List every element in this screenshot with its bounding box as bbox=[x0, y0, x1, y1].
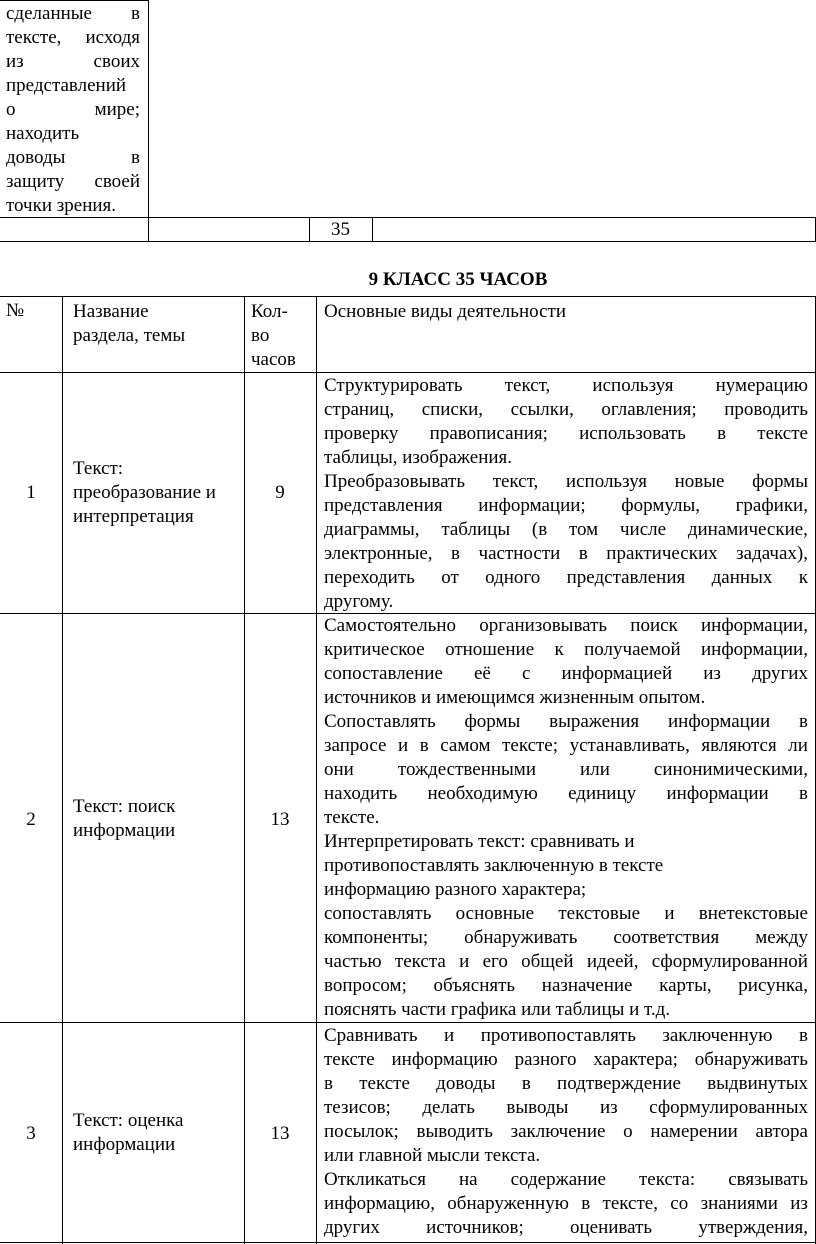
text-line: из своих bbox=[6, 51, 140, 72]
activity-line: сопоставлять основные текстовые и внетекстовые bbox=[324, 903, 808, 924]
row-name-line: интерпретация bbox=[73, 506, 194, 527]
activity-line: источников и имеющимся жизненным опытом. bbox=[324, 687, 706, 708]
text-line: о мире; bbox=[6, 99, 140, 120]
header-hours-line: во bbox=[251, 325, 270, 346]
row-name bbox=[73, 457, 241, 529]
table-col-border bbox=[62, 296, 63, 1244]
row-name bbox=[73, 1109, 241, 1157]
header-hours bbox=[251, 300, 296, 372]
row-name-line: информации bbox=[73, 820, 176, 841]
prev-table-bottom-border bbox=[0, 241, 816, 242]
table-row-border bbox=[0, 1022, 816, 1023]
activity-line: противопоставлять заключенную в тексте bbox=[324, 855, 664, 876]
activity-line: Сравнивать и противопоставлять заключенную в bbox=[324, 1025, 808, 1046]
table-col-border bbox=[316, 296, 317, 1244]
activity-line: Самостоятельно организовывать поиск информации, bbox=[324, 615, 808, 636]
activity-line: информацию, обнаруженную в тексте, со знаниями из bbox=[324, 1193, 808, 1214]
activity-line: электронные, в частности в практических задачах), bbox=[324, 543, 808, 564]
row-num: 1 bbox=[26, 482, 36, 503]
row-hours: 9 bbox=[275, 482, 285, 503]
activity-line: страниц, списки, ссылки, оглавления; проводить bbox=[324, 399, 808, 420]
activity-line: тезисов; делать выводы из сформулированных bbox=[324, 1097, 808, 1118]
activity-line: в тексте доводы в подтверждение выдвинутых bbox=[324, 1073, 808, 1094]
header-name-line: Название bbox=[73, 301, 149, 322]
text-line: доводы в bbox=[6, 147, 140, 168]
row-activities bbox=[324, 374, 808, 614]
header-name-line: раздела, темы bbox=[73, 325, 186, 346]
activity-line: Откликаться на содержание текста: связывать bbox=[324, 1169, 808, 1190]
activity-line: Интерпретировать текст: сравнивать и bbox=[324, 831, 635, 852]
activity-line: компоненты; обнаруживать соответствия между bbox=[324, 927, 808, 948]
row-name-line: Текст: поиск bbox=[73, 796, 176, 817]
activity-line: Преобразовывать текст, используя новые формы bbox=[324, 471, 808, 492]
activity-line: посылок; выводить заключение о намерении автора bbox=[324, 1121, 808, 1142]
table-border-top bbox=[0, 296, 816, 297]
activity-line: тексте. bbox=[324, 807, 380, 828]
table-border-bottom bbox=[0, 1242, 816, 1243]
text-line: представлений bbox=[6, 75, 127, 96]
row-activities bbox=[324, 614, 808, 1022]
row-num: 2 bbox=[26, 809, 36, 830]
row-name-line: информации bbox=[73, 1134, 176, 1155]
row-activities bbox=[324, 1024, 808, 1240]
activity-line: пояснять части графика или таблицы и т.д. bbox=[324, 999, 671, 1020]
row-hours: 13 bbox=[270, 1123, 290, 1144]
prev-table-col-border bbox=[148, 0, 149, 242]
table-col-border bbox=[244, 296, 245, 1244]
header-num: № bbox=[6, 300, 25, 321]
activity-line: представления информации; формулы, графики, bbox=[324, 495, 808, 516]
header-hours-line: часов bbox=[251, 349, 296, 370]
activity-line: диаграммы, таблицы (в том числе динамические, bbox=[324, 519, 808, 540]
header-hours-line: Кол- bbox=[251, 301, 288, 322]
text-line: сделанные в bbox=[6, 3, 140, 24]
activity-line: тексте информацию разного характера; обнаруживать bbox=[324, 1049, 808, 1070]
prev-table-cell-text bbox=[6, 2, 140, 218]
row-name-line: Текст: bbox=[73, 458, 124, 479]
header-name bbox=[73, 300, 185, 348]
activity-line: таблицы, изображения. bbox=[324, 447, 513, 468]
activity-line: находить необходимую единицу информации в bbox=[324, 783, 808, 804]
activity-line: Структурировать текст, используя нумерацию bbox=[324, 375, 808, 396]
activity-line: критическое отношение к получаемой информации, bbox=[324, 639, 808, 660]
prev-table-col-border bbox=[372, 217, 373, 242]
prev-table-total-hours: 35 bbox=[331, 219, 350, 240]
row-num: 3 bbox=[26, 1123, 36, 1144]
activity-line: частью текста и его общей идеей, сформулированной bbox=[324, 951, 808, 972]
text-line: точки зрения. bbox=[6, 195, 117, 216]
text-line: находить bbox=[6, 123, 80, 144]
activity-line: информацию разного характера; bbox=[324, 879, 587, 900]
activity-line: Сопоставлять формы выражения информации в bbox=[324, 711, 808, 732]
text-line: защиту своей bbox=[6, 171, 140, 192]
section-title: 9 КЛАСС 35 ЧАСОВ bbox=[368, 269, 548, 290]
table-row-border bbox=[0, 372, 816, 373]
activity-line: запросе и в самом тексте; устанавливать, являются ли bbox=[324, 735, 808, 756]
activity-line: сопоставление её с информацией из других bbox=[324, 663, 808, 684]
header-activities: Основные виды деятельности bbox=[324, 301, 566, 322]
activity-line: проверку правописания; использовать в тексте bbox=[324, 423, 808, 444]
activity-line: вопросом; объяснять назначение карты, рисунка, bbox=[324, 975, 808, 996]
activity-line: они тождественными или синонимическими, bbox=[324, 759, 808, 780]
row-name bbox=[73, 795, 241, 843]
text-line: тексте, исходя bbox=[6, 27, 140, 48]
row-name-line: преобразование и bbox=[73, 482, 216, 503]
row-hours: 13 bbox=[270, 809, 290, 830]
activity-line: другому. bbox=[324, 591, 394, 612]
activity-line: переходить от одного представления данных к bbox=[324, 567, 808, 588]
prev-table-top-border bbox=[0, 0, 148, 1]
activity-line: или главной мысли текста. bbox=[324, 1145, 541, 1166]
row-name-line: Текст: оценка bbox=[73, 1110, 184, 1131]
activity-line: других источников; оценивать утверждения, bbox=[324, 1217, 808, 1238]
